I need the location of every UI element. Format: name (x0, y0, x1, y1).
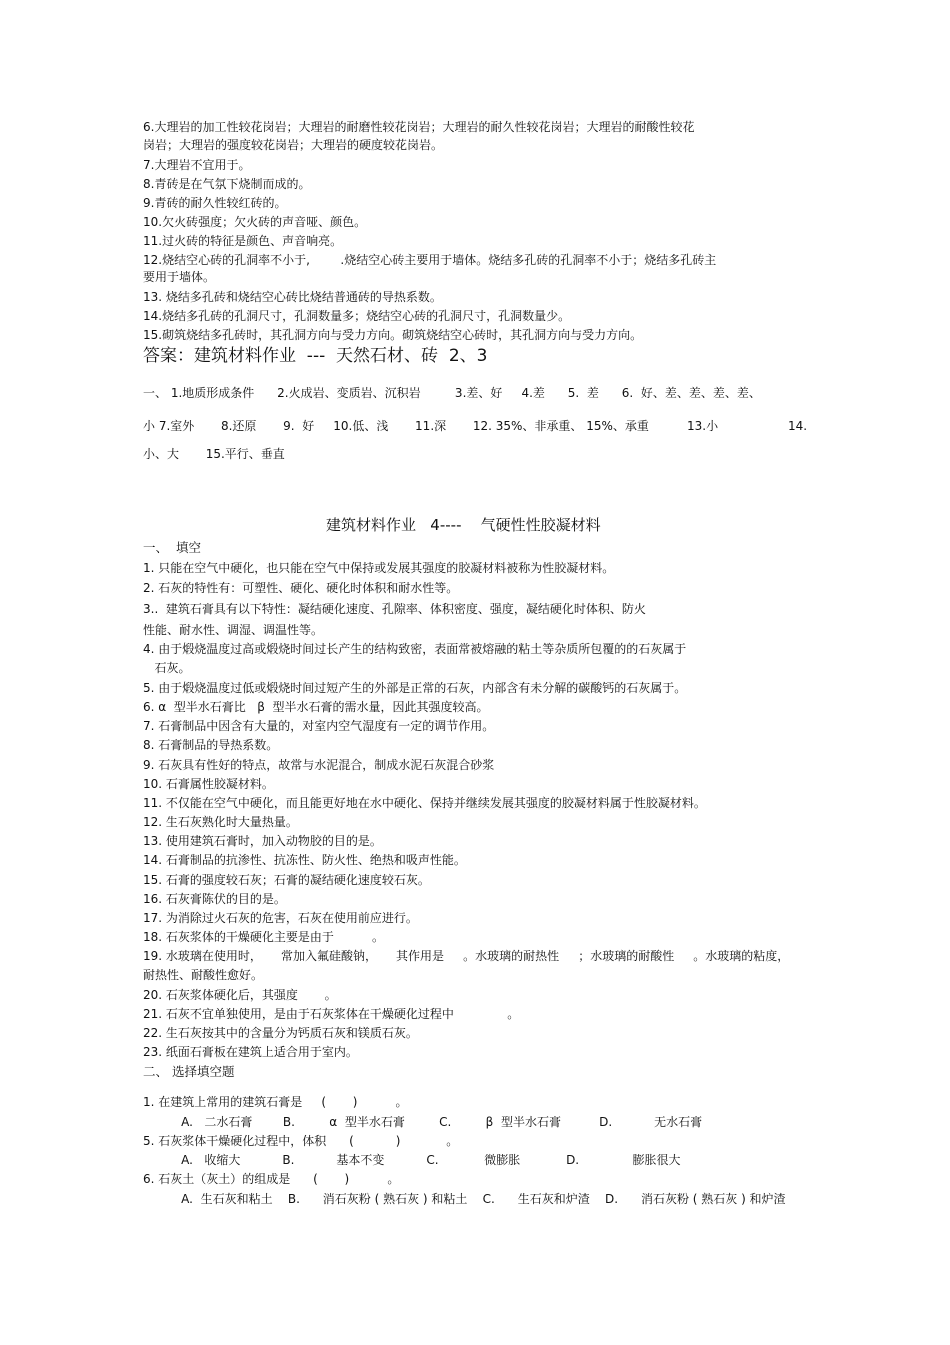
question-item: 9. 石灰具有性好的特点，故常与水泥混合，制成水泥石灰混合砂浆 (143, 758, 495, 772)
text-line: 10.欠火砖强度；欠火砖的声音哑、颜色。 (143, 215, 367, 229)
choice-question: 1. 在建筑上常用的建筑石膏是 ( ) 。 (143, 1095, 408, 1109)
text-line: 6.大理岩的加工性较花岗岩；大理岩的耐磨性较花岗岩；大理岩的耐久性较花岗岩；大理岩的耐酸性较花 (143, 120, 695, 134)
choice-options: A. 二水石膏 B. α 型半水石膏 C. β 型半水石膏 D. 无水石膏 (143, 1115, 703, 1129)
text-line: 12.烧结空心砖的孔洞率不小于, .烧结空心砖主要用于墙体。烧结多孔砖的孔洞率不小于；烧结多孔砖主 (143, 253, 717, 267)
question-item: 7. 石膏制品中因含有大量的，对室内空气湿度有一定的调节作用。 (143, 719, 495, 733)
answer-line: 小、大 15.平行、垂直 (143, 447, 285, 461)
question-item: 耐热性、耐酸性愈好。 (143, 968, 264, 982)
text-line: 14.烧结多孔砖的孔洞尺寸，孔洞数量多；烧结空心砖的孔洞尺寸，孔洞数量少。 (143, 309, 571, 323)
text-line: 13. 烧结多孔砖和烧结空心砖比烧结普通砖的导热系数。 (143, 290, 442, 304)
question-item: 12. 生石灰熟化时大量热量。 (143, 815, 298, 829)
text-line: 15.砌筑烧结多孔砖时，其孔洞方向与受力方向。砌筑烧结空心砖时，其孔洞方向与受力方向。 (143, 328, 643, 342)
question-item: 11. 不仅能在空气中硬化，而且能更好地在水中硬化、保持并继续发展其强度的胶凝材料属于性胶凝材料。 (143, 796, 706, 810)
question-item: 8. 石膏制品的导热系数。 (143, 738, 279, 752)
question-item: 20. 石灰浆体硬化后，其强度 。 (143, 988, 337, 1002)
question-item: 10. 石膏属性胶凝材料。 (143, 777, 274, 791)
question-item: 19. 水玻璃在使用时， 常加入氟硅酸钠， 其作用是 。水玻璃的耐热性 ；水玻璃的耐酸性 。水玻璃的粘度， (143, 949, 790, 963)
question-item: 15. 石膏的强度较石灰；石膏的凝结硬化速度较石灰。 (143, 873, 430, 887)
question-item: 性能、耐水性、调湿、调温性等。 (143, 623, 324, 637)
text-line: 9.青砖的耐久性较红砖的。 (143, 196, 287, 210)
text-line: 岗岩；大理岩的强度较花岗岩；大理岩的硬度较花岗岩。 (143, 138, 444, 152)
question-item: 16. 石灰膏陈伏的目的是。 (143, 892, 286, 906)
question-item: 1. 只能在空气中硬化，也只能在空气中保持或发展其强度的胶凝材料被称为性胶凝材料。 (143, 561, 615, 575)
page-title: 建筑材料作业 4---- 气硬性性胶凝材料 (326, 516, 601, 534)
question-item: 17. 为消除过火石灰的危害，石灰在使用前应进行。 (143, 911, 418, 925)
section-heading: 一、 填空 (143, 540, 201, 555)
question-item: 2. 石灰的特性有：可塑性、硬化、硬化时体积和耐水性等。 (143, 581, 459, 595)
section-heading: 二、 选择填空题 (143, 1064, 235, 1079)
text-line: 要用于墙体。 (143, 270, 216, 284)
choice-question: 5. 石灰浆体干燥硬化过程中，体积 ( ) 。 (143, 1134, 459, 1148)
choice-options: A. 收缩大 B. 基本不变 C. 微膨胀 D. 膨胀很大 (143, 1153, 681, 1167)
text-line: 11.过火砖的特征是颜色、声音响亮。 (143, 234, 343, 248)
question-item: 23. 纸面石膏板在建筑上适合用于室内。 (143, 1045, 358, 1059)
question-item: 22. 生石灰按其中的含量分为钙质石灰和镁质石灰。 (143, 1026, 418, 1040)
choice-question: 6. 石灰土（灰土）的组成是 ( ) 。 (143, 1172, 400, 1186)
question-item: 石灰。 (143, 661, 191, 675)
question-item: 14. 石膏制品的抗渗性、抗冻性、防火性、绝热和吸声性能。 (143, 853, 466, 867)
text-line: 8.青砖是在气氛下烧制而成的。 (143, 177, 311, 191)
question-item: 6. α 型半水石膏比 β 型半水石膏的需水量，因此其强度较高。 (143, 700, 489, 714)
question-item: 3.. 建筑石膏具有以下特性：凝结硬化速度、孔隙率、体积密度、强度，凝结硬化时体积、防火 (143, 602, 646, 616)
question-item: 5. 由于煅烧温度过低或煅烧时间过短产生的外部是正常的石灰，内部含有未分解的碳酸钙的石灰属于。 (143, 681, 687, 695)
answer-line: 小 7.室外 8.还原 9. 好 10.低、浅 11.深 12. 35%、非承重、 15%、承重 13.小 (143, 419, 719, 433)
answer-line: 14. (788, 419, 808, 433)
question-item: 21. 石灰不宜单独使用，是由于石灰浆体在干燥硬化过程中 。 (143, 1007, 520, 1021)
answer-line: 一、 1.地质形成条件 2.火成岩、变质岩、沉积岩 3.差、好 4.差 5. 差 6. 好、差、差、差、差、 (143, 386, 761, 400)
question-item: 13. 使用建筑石膏时，加入动物胶的目的是。 (143, 834, 382, 848)
answers-heading: 答案：建筑材料作业 --- 天然石材、砖 2、3 (143, 346, 488, 366)
choice-options: A. 生石灰和粘土 B. 消石灰粉 ( 熟石灰 ) 和粘土 C. 生石灰和炉渣 D. 消石灰粉 ( 熟石灰 ) 和炉渣 (143, 1192, 786, 1206)
text-line: 7.大理岩不宜用于。 (143, 158, 251, 172)
question-item: 4. 由于煅烧温度过高或煅烧时间过长产生的结构致密，表面常被熔融的粘土等杂质所包覆的的石灰属于 (143, 642, 687, 656)
question-item: 18. 石灰浆体的干燥硬化主要是由于 。 (143, 930, 385, 944)
